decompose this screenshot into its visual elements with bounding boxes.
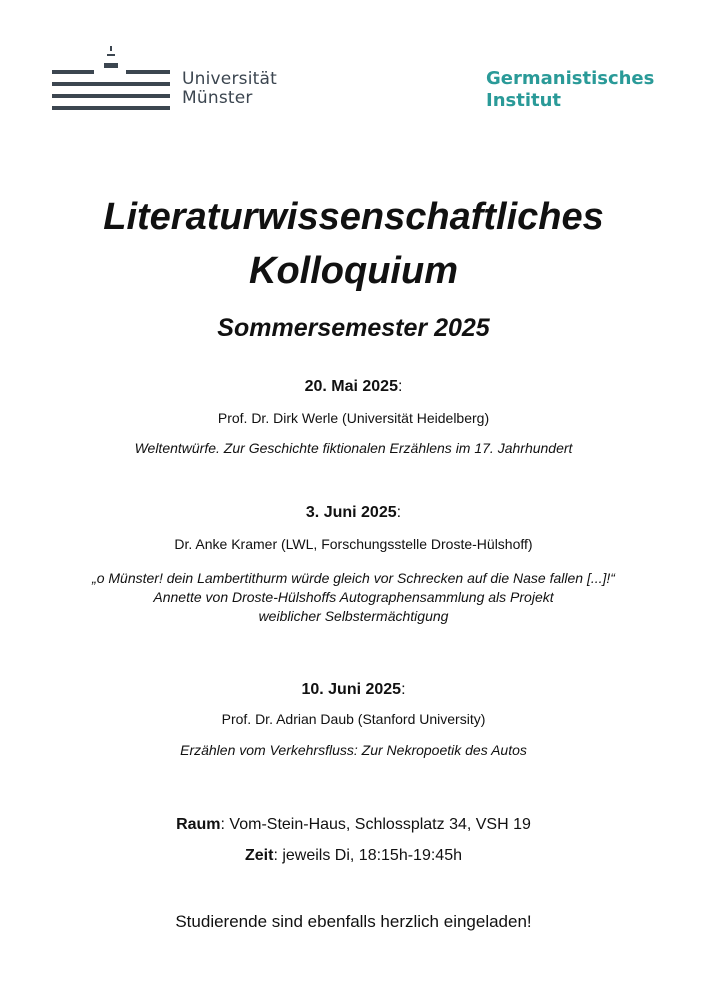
room-info	[0, 815, 707, 835]
university-name-line2: Münster	[182, 88, 253, 108]
page-title-line2: Kolloquium	[249, 250, 458, 292]
event-date-colon: :	[401, 681, 406, 698]
event-date	[0, 377, 707, 397]
university-name-line1: Universität	[182, 69, 277, 89]
event-talk-line: Annette von Droste-Hülshoffs Autographensammlung als Projekt	[153, 589, 554, 605]
institute-name-line1: Germanistisches	[486, 68, 655, 89]
room-value: : Vom-Stein-Haus, Schlossplatz 34, VSH 19	[220, 816, 531, 833]
page-title-line1: Literaturwissenschaftliches	[103, 196, 604, 238]
event-talk-title	[0, 569, 707, 626]
event-talk-line: „o Münster! dein Lambertithurm würde gleich vor Schrecken auf die Nase fallen [...]!“	[92, 570, 615, 586]
semester-subtitle: Sommersemester 2025	[217, 314, 490, 342]
event-talk-line: Erzählen vom Verkehrsfluss: Zur Nekropoetik des Autos	[180, 742, 527, 758]
event-speaker: Prof. Dr. Adrian Daub (Stanford University)	[221, 711, 486, 727]
time-value: : jeweils Di, 18:15h-19:45h	[273, 847, 462, 864]
university-logo	[52, 46, 292, 116]
time-info	[0, 846, 707, 866]
event-talk-title	[0, 741, 707, 760]
event-talk-title	[0, 439, 707, 458]
institute-name-line2: Institut	[486, 90, 562, 111]
event-date	[0, 503, 707, 523]
university-logo-mark-icon	[52, 46, 177, 116]
event-date-value: 3. Juni 2025	[305, 504, 397, 521]
event-date-colon: :	[396, 504, 402, 521]
event-date-value: 10. Juni 2025	[301, 681, 402, 698]
room-label: Raum	[176, 816, 221, 833]
event-speaker: Dr. Anke Kramer (LWL, Forschungsstelle Droste-Hülshoff)	[174, 536, 533, 552]
event-speaker: Prof. Dr. Dirk Werle (Universität Heidelberg)	[217, 410, 490, 426]
event-date	[0, 680, 707, 700]
event-talk-line: Weltentwürfe. Zur Geschichte fiktionalen Erzählens im 17. Jahrhundert	[134, 440, 573, 456]
event-date-value: 20. Mai 2025	[304, 378, 398, 395]
event-date-colon: :	[397, 378, 403, 395]
invitation-text: Studierende sind ebenfalls herzlich eingeladen!	[175, 912, 532, 931]
event-talk-line: weiblicher Selbstermächtigung	[258, 608, 449, 624]
page-title	[0, 190, 707, 298]
institute-name	[486, 68, 654, 112]
time-label: Zeit	[244, 847, 274, 864]
university-name	[182, 70, 277, 108]
